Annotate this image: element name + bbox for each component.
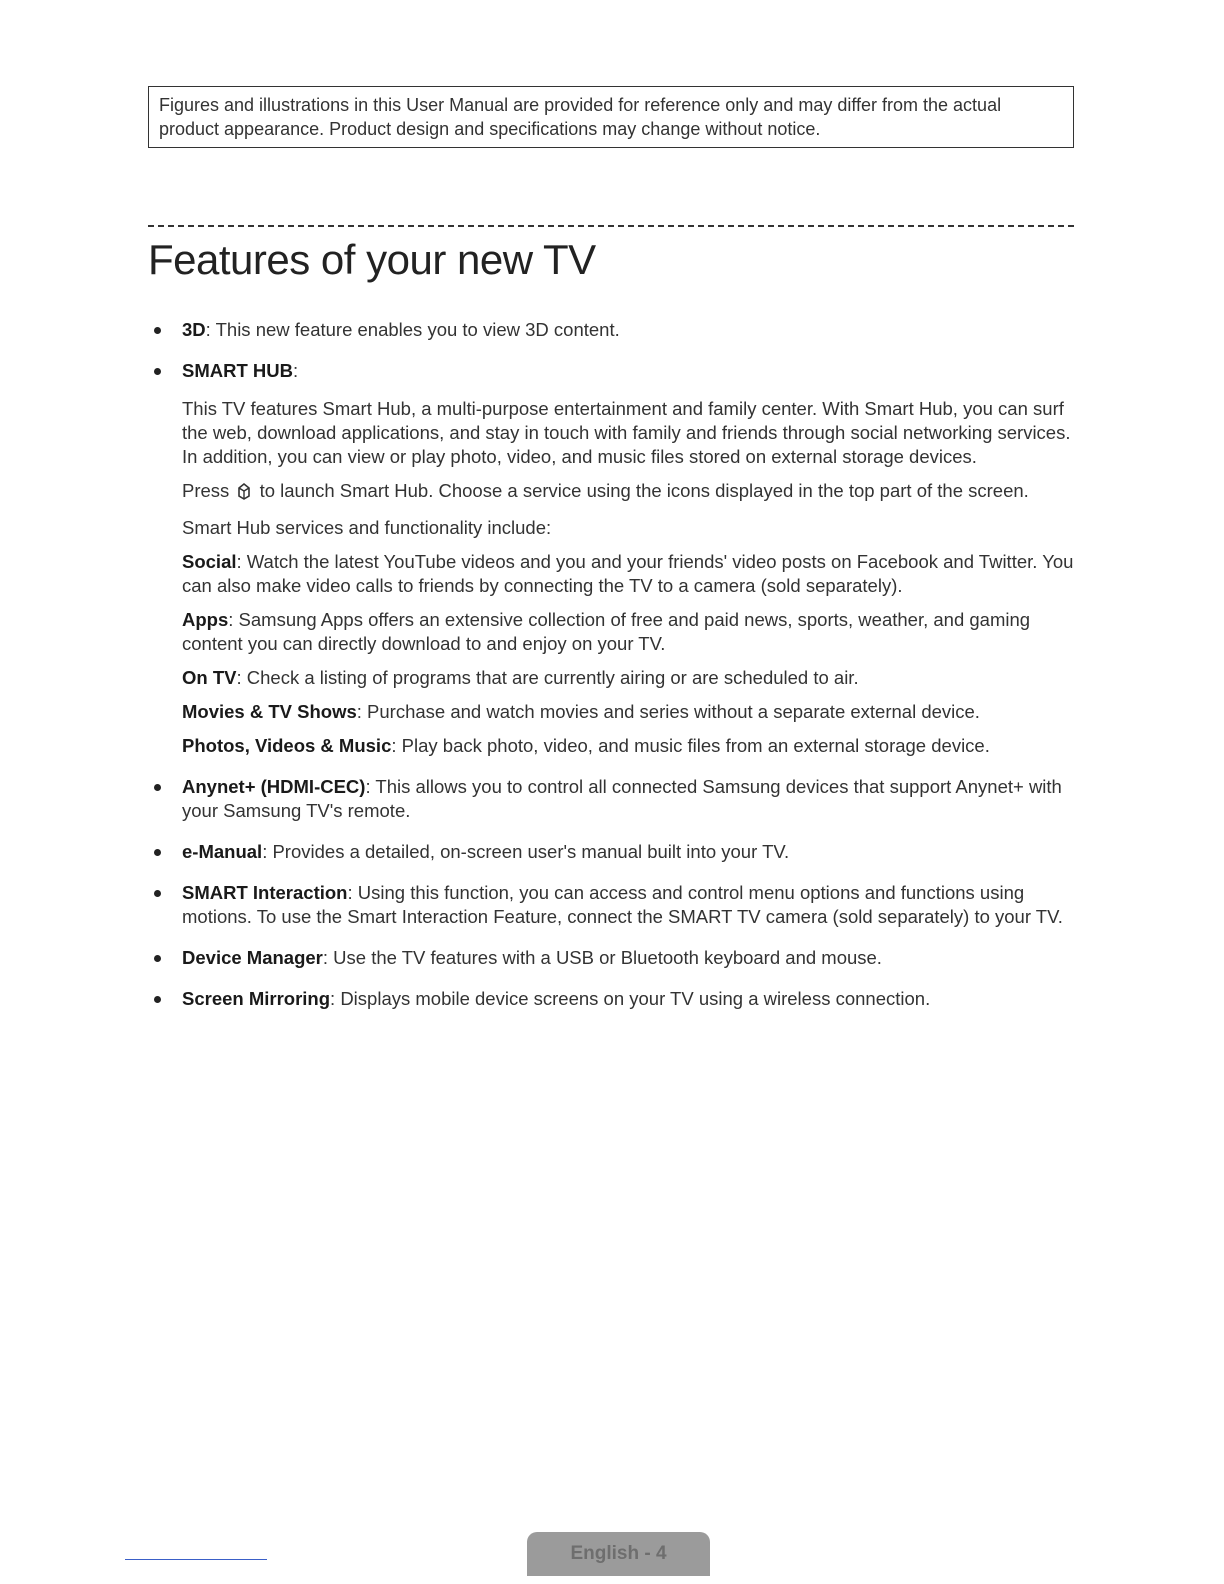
feature-text: : (293, 360, 299, 381)
feature-term: Anynet+ (HDMI-CEC) (182, 776, 366, 797)
feature-text: : Provides a detailed, on-screen user's manual built into your TV. (262, 841, 790, 862)
feature-item-e-manual (150, 840, 1080, 864)
feature-text: : This new feature enables you to view 3D content. (205, 319, 620, 340)
smart-hub-press-instruction: Press to launch Smart Hub. Choose a service using the icons displayed in the top part of the screen. (182, 479, 1080, 506)
service-movies: Movies & TV Shows: Purchase and watch movies and series without a separate external device. (182, 701, 980, 722)
feature-item-screen-mirroring (150, 987, 1080, 1011)
feature-list (150, 318, 1080, 1028)
smart-hub-details (182, 397, 1080, 758)
page-number-badge: English - 4 (527, 1532, 710, 1576)
service-apps: Apps: Samsung Apps offers an extensive collection of free and paid news, sports, weather, and gaming content you can directly download to and enjoy on your TV. (182, 609, 1031, 654)
feature-item-device-manager (150, 946, 1080, 970)
page-title: Features of your new TV (148, 236, 596, 283)
service-photos: Photos, Videos & Music: Play back photo, video, and music files from an external storage device. (182, 735, 990, 756)
disclaimer-line-1: Figures and illustrations in this User Manual are provided for reference only and may differ from the actual (159, 95, 1002, 115)
feature-term: SMART HUB (182, 360, 293, 381)
section-divider (148, 225, 1074, 227)
feature-text: : This allows you to control all connected Samsung devices that support Anynet+ with your Samsung TV's remote. (182, 776, 1062, 821)
disclaimer-line-2: product appearance. Product design and specifications may change without notice. (159, 119, 821, 139)
feature-item-anynet (150, 775, 1080, 823)
disclaimer-box (148, 86, 1074, 148)
service-on-tv: On TV: Check a listing of programs that are currently airing or are scheduled to air. (182, 667, 859, 688)
feature-term: Device Manager (182, 947, 323, 968)
smart-hub-icon (236, 482, 252, 506)
footer-rule (125, 1559, 267, 1560)
feature-term: Screen Mirroring (182, 988, 331, 1009)
feature-text: : Using this function, you can access and control menu options and functions using motions. To use the Smart Interaction Feature, connect the SMART TV camera (sold separately) to your TV. (182, 882, 1063, 927)
feature-term: e-Manual (182, 841, 263, 862)
feature-item-3d (150, 318, 1080, 342)
feature-text: : Use the TV features with a USB or Bluetooth keyboard and mouse. (322, 947, 882, 968)
service-social: Social: Watch the latest YouTube videos and you and your friends' video posts on Facebook and Twitter. You can also make video calls to friends by connecting the TV to a camera (sold separately). (182, 551, 1074, 596)
smart-hub-intro: This TV features Smart Hub, a multi-purpose entertainment and family center. With Smart Hub, you can surf the web, download applications, and stay in touch with family and friends through social networking services. In addition, you can view or play photo, video, and music files stored on external storage devices. (182, 398, 1071, 467)
feature-term: SMART Interaction (182, 882, 348, 903)
feature-term: 3D (182, 319, 206, 340)
smart-hub-services-intro: Smart Hub services and functionality include: (182, 517, 552, 538)
feature-text: : Displays mobile device screens on your TV using a wireless connection. (330, 988, 931, 1009)
feature-item-smart-hub (150, 359, 1080, 758)
feature-item-smart-interaction (150, 881, 1080, 929)
